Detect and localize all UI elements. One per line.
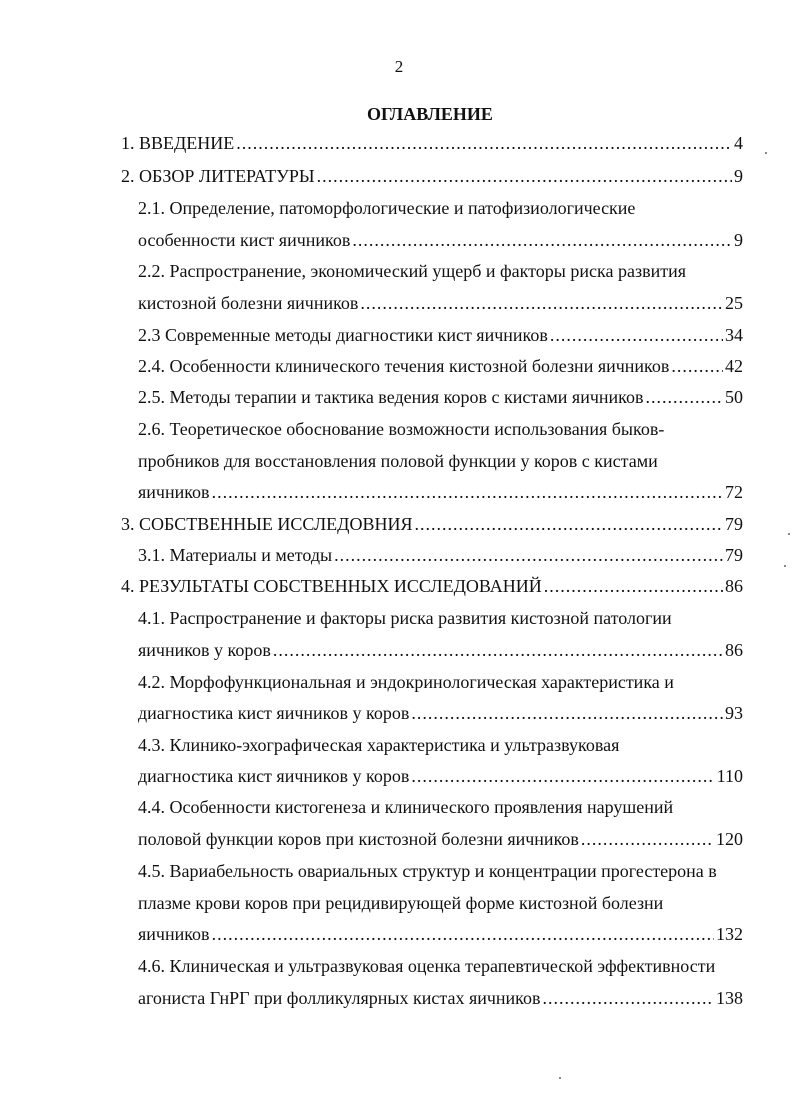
toc-entry-text: 2. ОБЗОР ЛИТЕРАТУРЫ: [121, 166, 315, 186]
toc-entry-page: 110: [716, 766, 743, 786]
toc-entry-page: 9: [734, 166, 743, 186]
leader-dots: [317, 164, 732, 188]
toc-entry-text: 2.5. Методы терапии и тактика ведения коров с кистами яичников: [138, 387, 644, 407]
toc-entry[interactable]: [121, 164, 743, 188]
scan-speck: [788, 533, 790, 535]
toc-entry-text: диагностика кист яичников у коров: [138, 703, 410, 723]
toc-entry-line: 4.3. Клинико-эхографическая характеристика и ультразвуковая: [138, 735, 620, 755]
toc-entry-text: кистозной болезни яичников: [138, 293, 359, 313]
leader-dots: [411, 764, 714, 788]
toc-entry-line: 4.6. Клиническая и ультразвуковая оценка терапевтической эффективности: [138, 956, 716, 976]
toc-entry-page: 120: [716, 829, 743, 849]
toc-entry-page: 25: [725, 293, 743, 313]
leader-dots: [360, 291, 723, 315]
toc-entry-page: 138: [716, 988, 743, 1008]
toc-entry[interactable]: [138, 827, 743, 851]
toc-entry-text: 4. РЕЗУЛЬТАТЫ СОБСТВЕННЫХ ИССЛЕДОВАНИЙ: [121, 576, 542, 596]
toc-entry-page: 34: [725, 325, 743, 345]
toc-entry-page: 79: [725, 514, 743, 534]
toc-entry-text: яичников: [138, 924, 210, 944]
toc-entry[interactable]: [138, 764, 743, 788]
toc-entry[interactable]: [121, 512, 743, 536]
leader-dots: [212, 480, 723, 504]
leader-dots: [671, 354, 723, 378]
leader-dots: [411, 701, 723, 725]
toc-entry-page: 42: [725, 356, 743, 376]
toc-entry-text: половой функции коров при кистозной болезни яичников: [138, 829, 579, 849]
toc-entry-page: 4: [734, 133, 743, 153]
toc-entry[interactable]: [138, 354, 743, 378]
toc-entry-text: 1. ВВЕДЕНИЕ: [121, 133, 235, 153]
leader-dots: [212, 922, 714, 946]
page-number: 2: [394, 57, 404, 76]
leader-dots: [543, 986, 714, 1010]
scan-speck: [765, 152, 767, 154]
toc-entry-text: особенности кист яичников: [138, 230, 351, 250]
toc-entry-page: 50: [725, 387, 743, 407]
toc-entry[interactable]: [138, 228, 743, 252]
toc-entry[interactable]: [138, 543, 743, 567]
leader-dots: [414, 512, 723, 536]
toc-entry-text: диагностика кист яичников у коров: [138, 766, 410, 786]
leader-dots: [581, 827, 714, 851]
toc-entry[interactable]: [138, 701, 743, 725]
toc-entry[interactable]: [121, 131, 743, 155]
toc-entry-line: 4.1. Распространение и факторы риска развития кистозной патологии: [138, 608, 672, 628]
toc-entry[interactable]: [138, 922, 743, 946]
leader-dots: [646, 385, 724, 409]
toc-entry[interactable]: [138, 986, 743, 1010]
toc-entry-text: яичников: [138, 482, 210, 502]
page-title: ОГЛАВЛЕНИЕ: [367, 104, 493, 124]
toc-entry-page: 79: [725, 545, 743, 565]
toc-entry-page: 86: [725, 576, 743, 596]
toc-entry[interactable]: [138, 480, 743, 504]
toc-entry-line: плазме крови коров при рецидивирующей форме кистозной болезни: [138, 893, 664, 913]
toc-entry-page: 132: [716, 924, 743, 944]
leader-dots: [273, 638, 723, 662]
toc-entry-page: 93: [725, 703, 743, 723]
toc-entry-text: 3. СОБСТВЕННЫЕ ИССЛЕДОВНИЯ: [121, 514, 413, 534]
toc-entry-page: 72: [725, 482, 743, 502]
scan-speck: [559, 1077, 561, 1079]
leader-dots: [352, 228, 732, 252]
toc-entry-line: 2.6. Теоретическое обоснование возможности использования быков-: [138, 419, 665, 439]
leader-dots: [550, 323, 723, 347]
toc-entry-line: 4.5. Вариабельность овариальных структур и концентрации прогестерона в: [138, 861, 717, 881]
toc-entry[interactable]: [138, 385, 743, 409]
toc-entry[interactable]: [138, 291, 743, 315]
toc-entry[interactable]: [138, 323, 743, 347]
toc-entry-line: 2.2. Распространение, экономический ущерб и факторы риска развития: [138, 261, 686, 281]
toc-entry-text: 2.4. Особенности клинического течения кистозной болезни яичников: [138, 356, 670, 376]
toc-entry-text: 3.1. Материалы и методы: [138, 545, 333, 565]
toc-entry-line: 4.4. Особенности кистогенеза и клинического проявления нарушений: [138, 797, 674, 817]
toc-entry-text: агониста ГнРГ при фолликулярных кистах яичников: [138, 988, 541, 1008]
toc-entry-text: 2.3 Современные методы диагностики кист яичников: [138, 325, 548, 345]
toc-entry[interactable]: [138, 638, 743, 662]
toc-entry-page: 9: [734, 230, 743, 250]
toc-entry[interactable]: [121, 574, 743, 598]
toc-entry-line: 2.1. Определение, патоморфологические и патофизиологические: [138, 198, 636, 218]
toc-entry-text: яичников у коров: [138, 640, 271, 660]
leader-dots: [236, 131, 732, 155]
scan-speck: [784, 565, 786, 567]
toc-entry-line: пробников для восстановления половой функции у коров с кистами: [138, 451, 658, 471]
leader-dots: [544, 574, 723, 598]
leader-dots: [334, 543, 723, 567]
toc-entry-page: 86: [725, 640, 743, 660]
toc-entry-line: 4.2. Морфофункциональная и эндокринологическая характеристика и: [138, 672, 674, 692]
